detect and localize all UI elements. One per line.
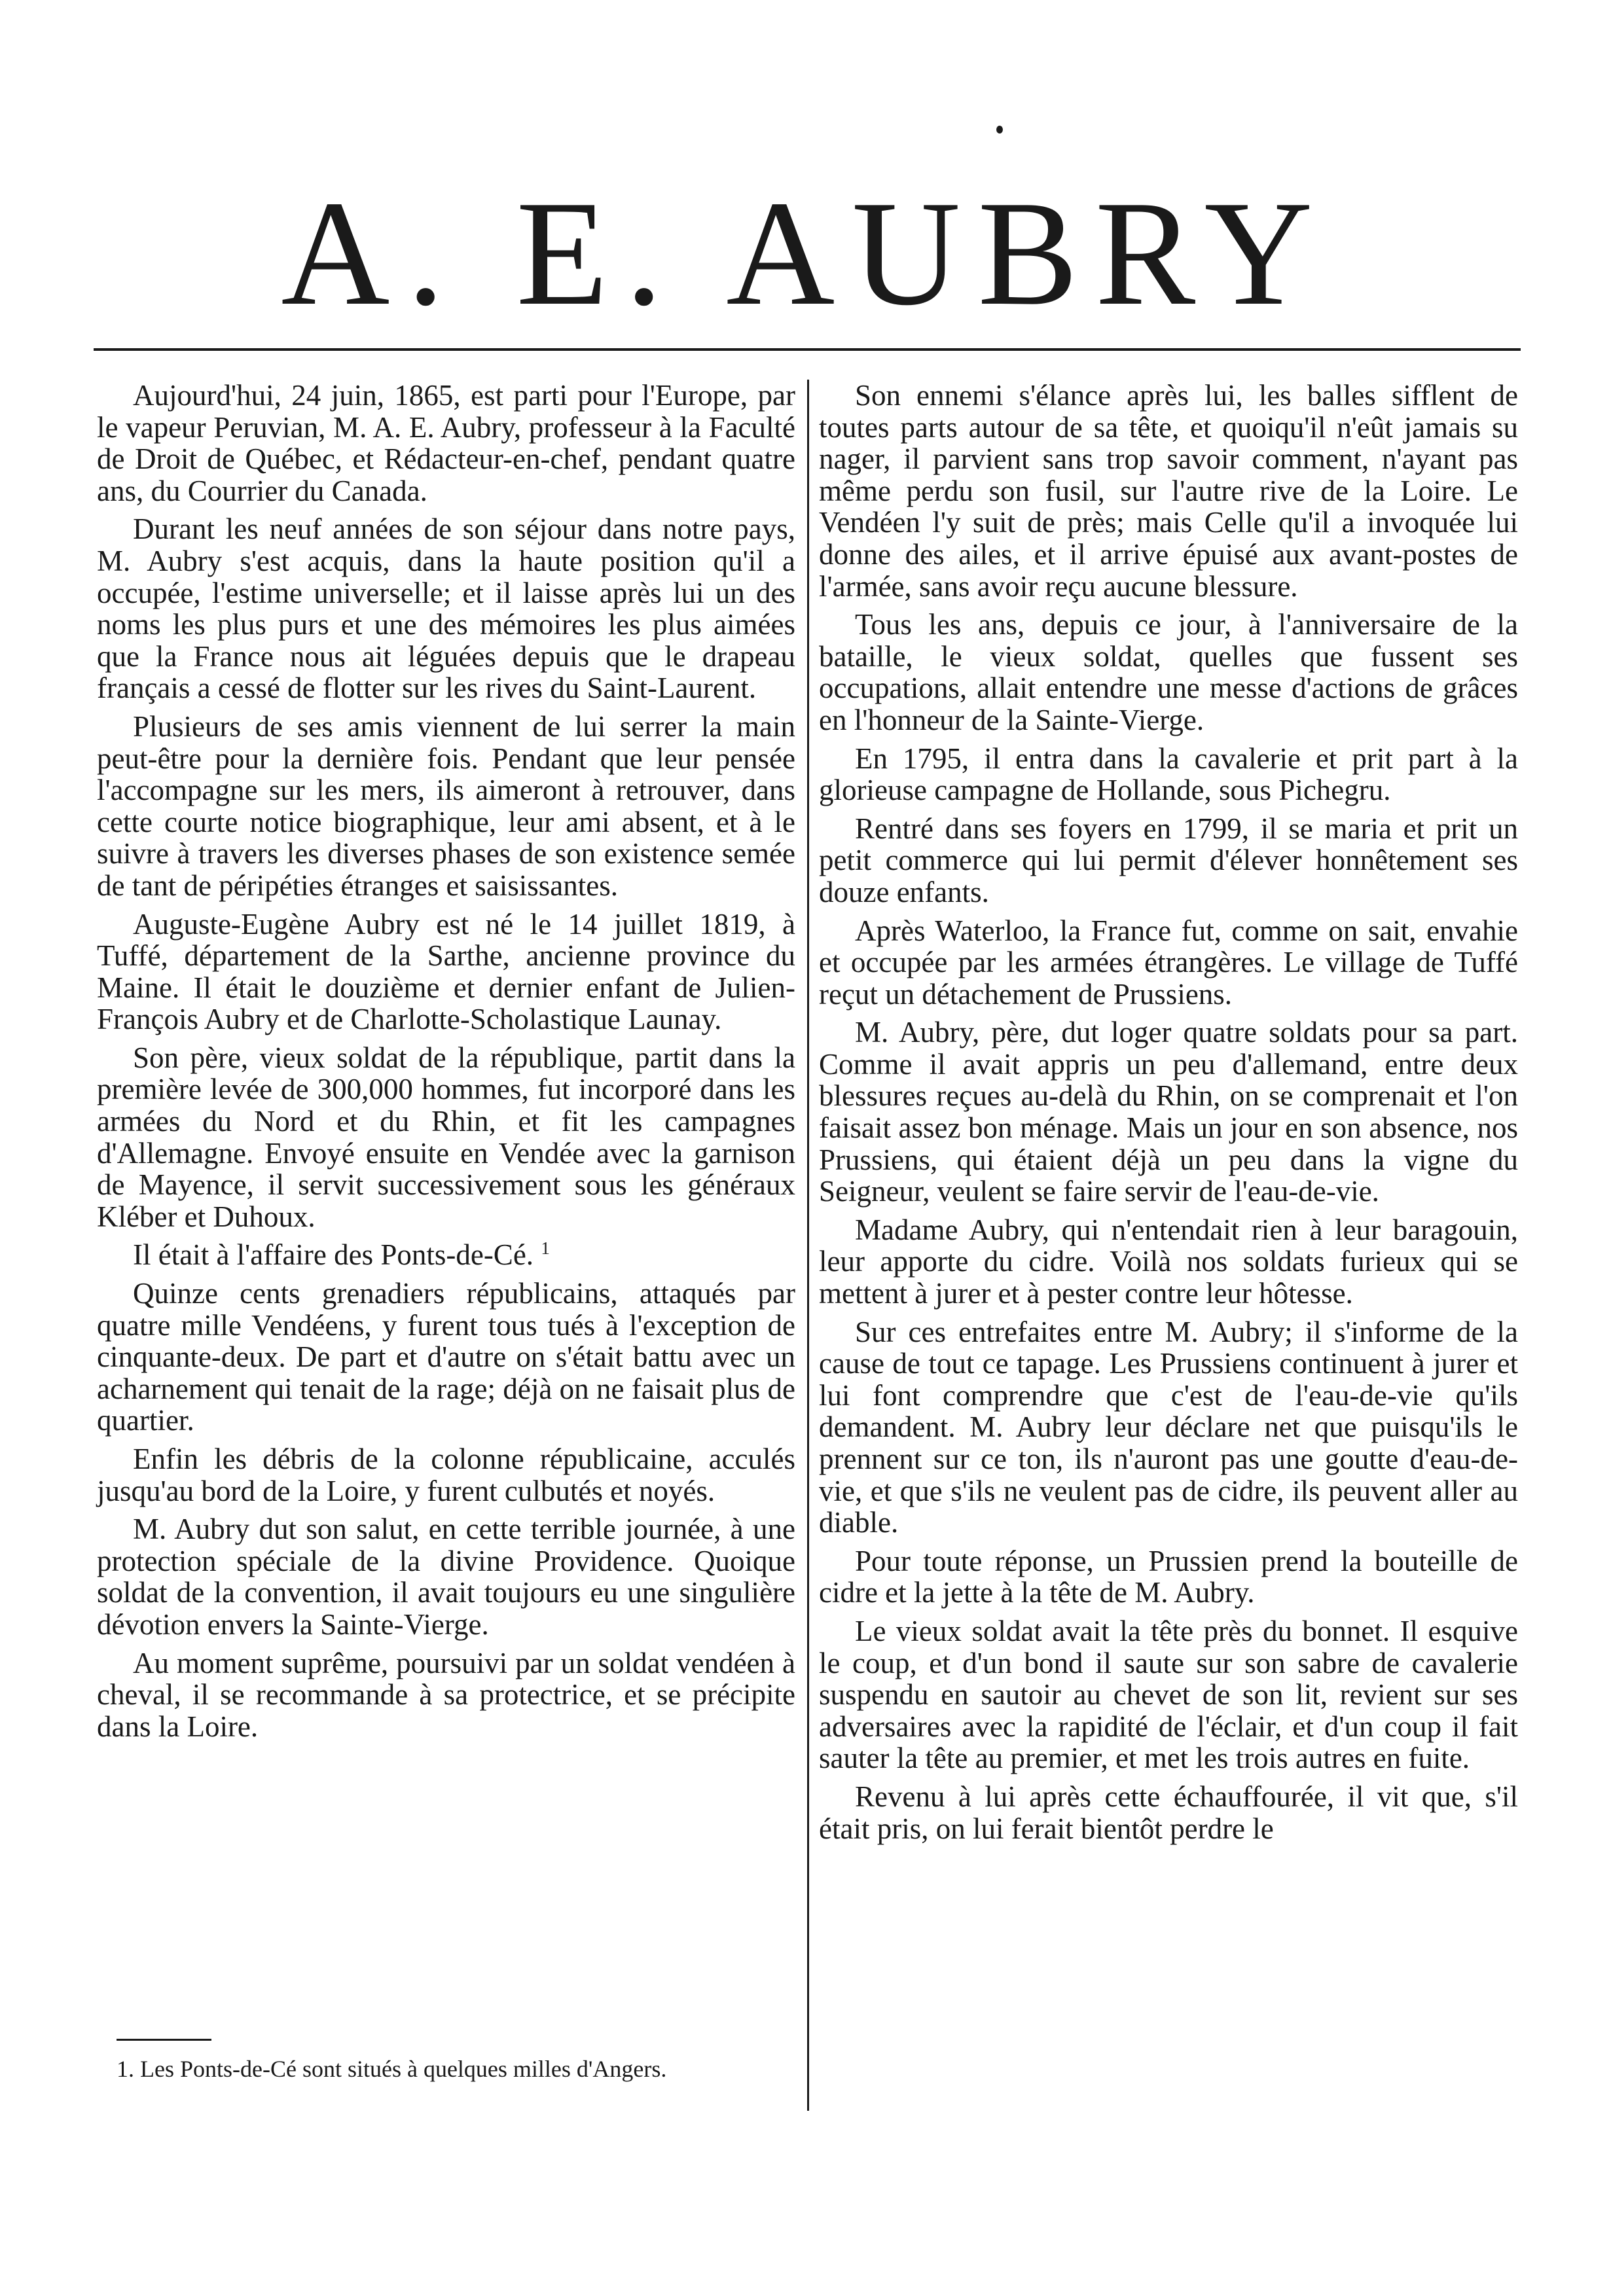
paragraph-debris: Enfin les débris de la colonne républicaine, acculés jusqu'au bord de la Loire, y furent culbutés et noyés. <box>97 1443 795 1507</box>
paragraph-1799: Rentré dans ses foyers en 1799, il se maria et prit un petit commerce qui lui permit d'élever honnêtement ses douze enfants. <box>819 812 1518 908</box>
paragraph-quatre-soldats: M. Aubry, père, dut loger quatre soldats pour sa part. Comme il avait appris un peu d'allemand, entre deux blessures reçues au-delà du Rhin, on se comprenait et l'on faisait assez bon ménage. Mais un jour en son absence, nos Prussiens, qui étaient déjà un peu dans la vigne du Seigneur, veulent se faire servir de l'eau-de-vie. <box>819 1016 1518 1208</box>
paragraph-madame-aubry: Madame Aubry, qui n'entendait rien à leur baragouin, leur apporte du cidre. Voilà nos soldats furieux qui se mettent à jurer et à pester contre leur hôtesse. <box>819 1213 1518 1310</box>
footnote: 1. Les Ponts-de-Cé sont situés à quelques milles d'Angers. <box>117 2056 667 2082</box>
footnote-ref: 1 <box>541 1238 550 1259</box>
left-column <box>97 380 795 1742</box>
title-rule <box>94 348 1521 351</box>
paragraph-entrefaites: Sur ces entrefaites entre M. Aubry; il s'informe de la cause de tout ce tapage. Les Prussiens continuent à jurer et lui font comprendre que c'est de l'eau-de-vie qu'ils demandent. M. Aubry leur déclare net que puisqu'ils le prennent sur ce ton, ils n'auront pas une goutte d'eau-de-vie, et que s'ils ne veulent pas de cidre, ils peuvent aller au diable. <box>819 1315 1518 1539</box>
paragraph-reponse: Pour toute réponse, un Prussien prend la bouteille de cidre et la jette à la tête de M. Aubry. <box>819 1544 1518 1609</box>
column-divider <box>807 380 809 2111</box>
ponts-de-ce-text: Il était à l'affaire des Ponts-de-Cé. <box>133 1238 534 1272</box>
paragraph-waterloo: Après Waterloo, la France fut, comme on sait, envahie et occupée par les armées étrangères. Le village de Tuffé reçut un détachement de Prussiens. <box>819 914 1518 1011</box>
paragraph-moment-supreme: Au moment suprême, poursuivi par un soldat vendéen à cheval, il se recommande à sa protectrice, et se précipite dans la Loire. <box>97 1646 795 1743</box>
paragraph-stay: Durant les neuf années de son séjour dans notre pays, M. Aubry s'est acquis, dans la haute position qu'il a occupée, l'estime universelle; et il laisse après lui un des noms les plus purs et une des mémoires les plus aimées que la France nous ait léguées depuis que le drapeau français a cessé de flotter sur les rives du Saint-Laurent. <box>97 512 795 705</box>
paragraph-father: Son père, vieux soldat de la république, partit dans la première levée de 300,000 hommes, fut incorporé dans les armées du Nord et du Rhin, et fit les campagnes d'Allemagne. Envoyé ensuite en Vendée avec la garnison de Mayence, il servit successivement sous les généraux Kléber et Duhoux. <box>97 1041 795 1233</box>
paragraph-ponts-de-ce <box>97 1239 795 1271</box>
paragraph-1795: En 1795, il entra dans la cavalerie et prit part à la glorieuse campagne de Hollande, sous Pichegru. <box>819 742 1518 807</box>
paragraph-anniversaire: Tous les ans, depuis ce jour, à l'anniversaire de la bataille, le vieux soldat, quelles que fussent ses occupations, allait entendre une messe d'actions de grâces en l'honneur de la Sainte-Vierge. <box>819 608 1518 736</box>
page-title: A. E. AUBRY <box>281 170 1330 336</box>
footnote-rule <box>117 2039 211 2041</box>
paragraph-departure: Aujourd'hui, 24 juin, 1865, est parti pour l'Europe, par le vapeur Peruvian, M. A. E. Aubry, professeur à la Faculté de Droit de Québec, et Rédacteur-en-chef, pendant quatre ans, du Courrier du Canada. <box>97 379 795 507</box>
right-column <box>819 380 1518 1844</box>
paragraph-revenu: Revenu à lui après cette échauffourée, il vit que, s'il était pris, on lui ferait bientôt perdre le <box>819 1780 1518 1845</box>
printer-mark <box>996 126 1003 134</box>
paragraph-birth: Auguste-Eugène Aubry est né le 14 juillet 1819, à Tuffé, département de la Sarthe, ancienne province du Maine. Il était le douzième et dernier enfant de Julien-François Aubry et de Charlotte-Scholastique Launay. <box>97 907 795 1036</box>
paragraph-ennemi: Son ennemi s'élance après lui, les balles sifflent de toutes parts autour de sa tête, et quoiqu'il n'eût jamais su nager, il parvient sans trop savoir comment, n'ayant pas même perdu son fusil, sur l'autre rive de la Loire. Le Vendéen l'y suit de près; mais Celle qu'il a invoquée lui donne des ailes, et il arrive épuisé aux avant-postes de l'armée, sans avoir reçu aucune blessure. <box>819 379 1518 603</box>
paragraph-vieux-soldat: Le vieux soldat avait la tête près du bonnet. Il esquive le coup, et d'un bond il saute sur son sabre de cavalerie suspendu en sautoir au chevet de son lit, revient sur ses adversaires avec la rapidité de l'éclair, et d'un coup il fait sauter la tête au premier, et met les trois autres en fuite. <box>819 1614 1518 1775</box>
paragraph-grenadiers: Quinze cents grenadiers républicains, attaqués par quatre mille Vendéens, y furent tous tués à l'exception de cinquante-deux. De part et d'autre on s'était battu avec un acharnement qui tenait de la rage; déjà on ne faisait plus de quartier. <box>97 1277 795 1437</box>
paragraph-friends: Plusieurs de ses amis viennent de lui serrer la main peut-être pour la dernière fois. Pendant que leur pensée l'accompagne sur les mers, ils aimeront à retrouver, dans cette courte notice biographique, leur ami absent, et à le suivre à travers les diverses phases de son existence semée de tant de péripéties étranges et saisissantes. <box>97 709 795 902</box>
paragraph-salut: M. Aubry dut son salut, en cette terrible journée, à une protection spéciale de la divine Providence. Quoique soldat de la convention, il avait toujours eu une singulière dévotion envers la Sainte-Vierge. <box>97 1513 795 1641</box>
